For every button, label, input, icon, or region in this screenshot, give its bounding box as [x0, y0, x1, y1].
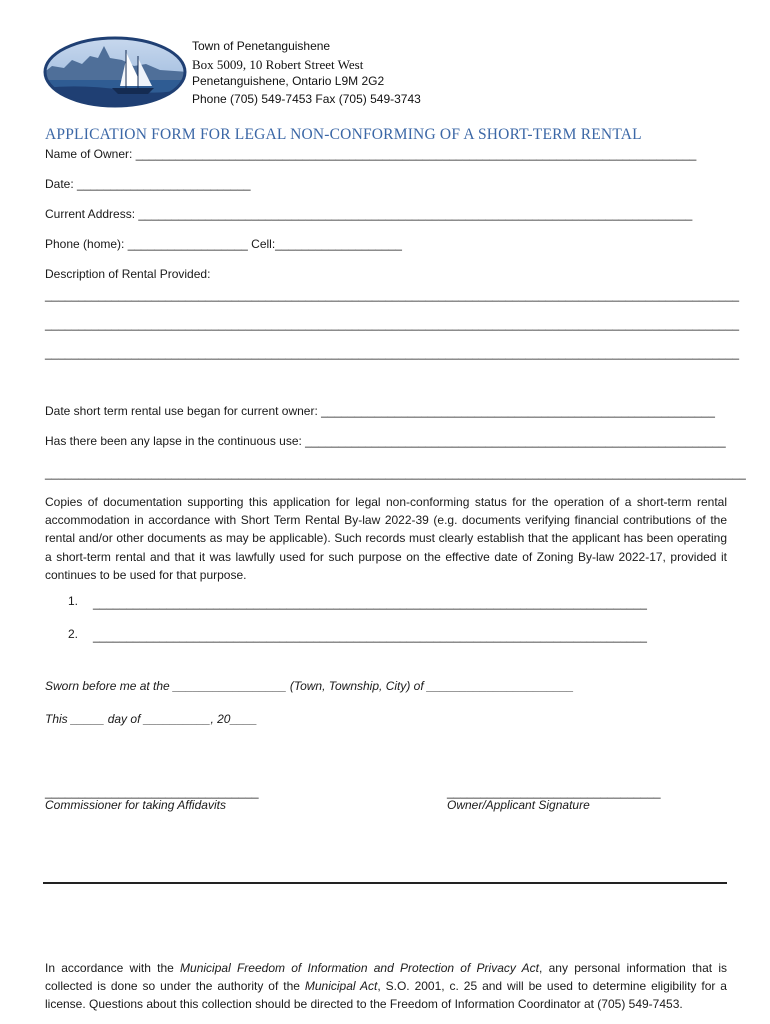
applicant-signature-line[interactable]: ________________________________ [447, 785, 661, 799]
privacy-text-2: , any personal information that is collected is done so under the authority of the [45, 961, 727, 994]
privacy-act-name: Municipal Freedom of Information and Protection of Privacy Act [180, 961, 540, 975]
sworn-date-line[interactable]: This _____ day of __________, 20____ [45, 712, 258, 726]
doc-item-number-1: 1. [68, 594, 79, 608]
documentation-paragraph: Copies of documentation supporting this application for legal non-conforming status for the operation of a short-term rental accommodation in accordance with Short Term Rental By-law 2022-39 (e.g. documents verifying financial contributions of the rental and/or other documents as may be applicable). Such records must clearly establish that the applicant has been operating a short-term rental and that it was lawfully used for such purpose on the effective date of Zoning By-law 2022-17, provided it continues to be used for that purpose. [45, 495, 727, 582]
description-label: Description of Rental Provided: [45, 267, 211, 281]
description-line-1[interactable]: ________________________________________________________________________________________________________ [45, 288, 740, 302]
city-postal: Penetanguishene, Ontario L9M 2G2 [192, 74, 385, 88]
municipal-act-name: Municipal Act [304, 979, 378, 994]
use-began-field[interactable]: Date short term rental use began for current owner: ___________________________________________________________ [45, 404, 715, 418]
footer-divider [43, 882, 727, 884]
lapse-line-2[interactable]: _________________________________________________________________________________________________________ [45, 466, 746, 480]
privacy-text-1: In accordance with the [45, 961, 181, 975]
current-address-field[interactable]: Current Address: ___________________________________________________________________________________ [45, 207, 693, 221]
doc-item-number-2: 2. [68, 627, 79, 641]
sailing-ship-logo-icon [42, 36, 188, 108]
doc-item-line-1[interactable]: ___________________________________________________________________________________ [93, 596, 647, 610]
phone-field[interactable]: Phone (home): __________________ Cell:___________________ [45, 237, 402, 251]
mailing-address: Box 5009, 10 Robert Street West [192, 56, 364, 72]
doc-item-line-2[interactable]: ___________________________________________________________________________________ [93, 629, 647, 643]
lapse-field[interactable]: Has there been any lapse in the continuous use: _______________________________________________________________ [45, 434, 726, 448]
letterhead [192, 38, 421, 108]
phone-fax: Phone (705) 549-7453 Fax (705) 549-3743 [192, 91, 421, 106]
form-title: APPLICATION FORM FOR LEGAL NON-CONFORMING OF A SHORT-TERM RENTAL [45, 126, 642, 143]
owner-name-field[interactable]: Name of Owner: ____________________________________________________________________________________ [45, 147, 697, 161]
commissioner-signature-line[interactable]: ________________________________ [45, 785, 259, 799]
description-line-3[interactable]: ________________________________________________________________________________________________________ [45, 346, 740, 360]
org-name: Town of Penetanguishene [192, 39, 331, 53]
privacy-text-3: , S.O. 2001, c. 25 and will be used to determine eligibility for a license. Questions about this collection should be directed to the Freedom of Information Coordinator at (705) 549-7453. [45, 979, 727, 1012]
commissioner-label: Commissioner for taking Affidavits [45, 798, 226, 812]
privacy-notice [45, 959, 727, 1014]
description-line-2[interactable]: ________________________________________________________________________________________________________ [45, 317, 740, 331]
applicant-signature-label: Owner/Applicant Signature [447, 798, 590, 812]
sworn-location-line[interactable]: Sworn before me at the _________________ (Town, Township, City) of ______________________ [45, 679, 574, 693]
date-field[interactable]: Date: __________________________ [45, 177, 251, 191]
